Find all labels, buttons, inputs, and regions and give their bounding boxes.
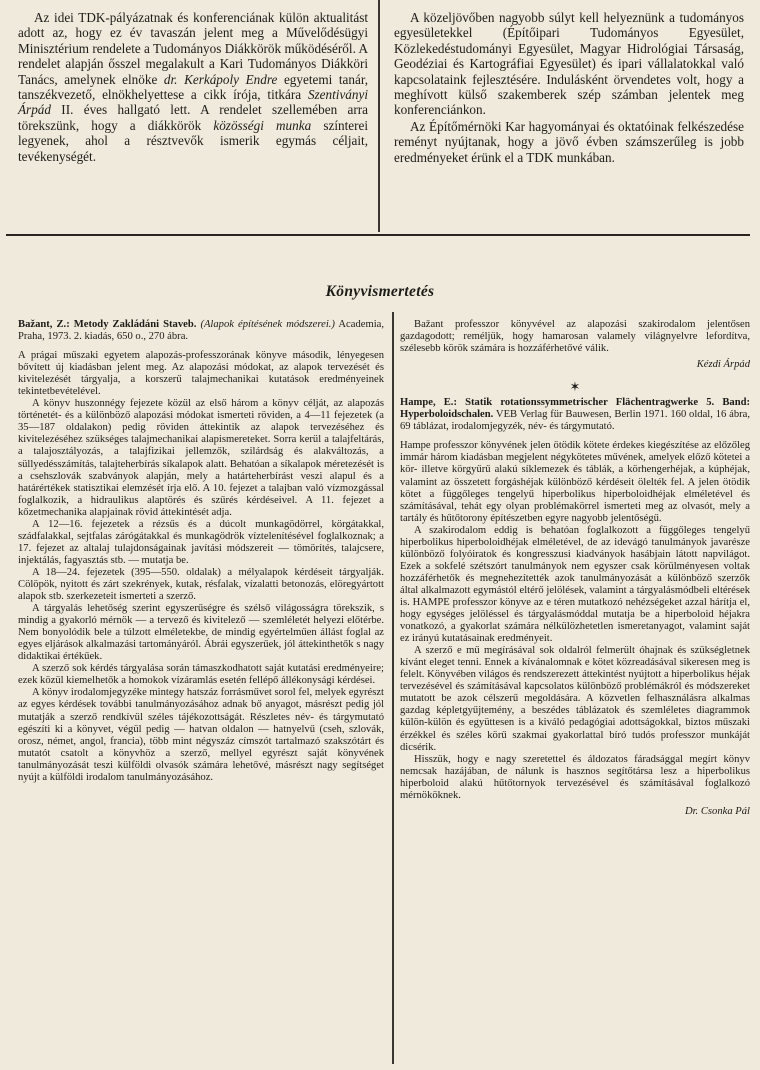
- review-paragraph: A szerző e mű megírásával sok oldalról felmerült óhajnak és szükségletnek kívánt eleget tenni. Ennek a kívánalomnak e kötet közreadásával sikeresen meg is felelt. Könyvében világos és rendszerezett áttekintést nyújtott a hiperbolikus héjak tervezésével és számításával kapcsolatos különböző problémákról és módszereket mutatott be azok célszerű megoldására. A közvetlen felhasználásra alkalmas gazdag képletgyűjtemény, a beszédes táblázatok és szemléletes diagrammok külön-külön és együttesen is a kiváló pedagógiai adottságokkal, biztos műszaki érzékkel és széles körű szakmai gyakorlattal bíró tudós professzor munkáját dicsérik.: [400, 645, 750, 753]
- review-paragraph: A szerző sok kérdés tárgyalása során támaszkodhatott saját kutatási eredményeire; ezek közül kiemelhetők a homokok vízáramlás esetén fellépő állékonysági kérdései.: [18, 663, 384, 687]
- bottom-column-divider: [392, 312, 394, 1064]
- review-right-column: [400, 319, 750, 818]
- bazant-conclusion: Bažant professzor könyvével az alapozási szakirodalom jelentősen gazdagodott; reméljük, hogy hamarosan valamely világnyelvre lefordítva, szélesebb körök számára is hozzáférhetővé válik.: [400, 319, 750, 355]
- review-paragraph: A 12—16. fejezetek a rézsűs és a dúcolt munkagödörrel, körgátakkal, szádfalakkal, sejtfalas zárógátakkal és munkagödrök víztelenítésével foglalkoznak; a 17. fejezet az altalaj tulajdonságainak javítási módszereit — tömörítés, talajcsere, injektálás, fagyasztás stb. — mutatja be.: [18, 518, 384, 566]
- review-paragraph: A tárgyalás lehetőség szerint egyszerűségre és szélső világosságra törekszik, s mindig a gyakorló mérnök — a tervező és kivitelező — szemléletét helyezi előtérbe. Nem bonyolódik bele a túlzott elméletekbe, de mindig egyértelműen állást foglal az egyes eljárások alkalmazási tartományáról. Ábrái egyszerűek, jól áttekinthetők s nagy didaktikai értékűek.: [18, 603, 384, 663]
- review-paragraph: A szakirodalom eddig is behatóan foglalkozott a függőleges tengelyű hiperbolikus hiperboloidhéjak elméletével, de az idevágó tanulmányok javarésze különböző folyóiratok és kongresszusi kiadványok hasábjain látott napvilágot. Ezek a sokfelé szétszórt tanulmányok nem egyszer csak körülményesen voltak hozzáférhetők és megnehezítették azok tanulmányozását a különböző szerzők által alkalmazott egymástól eltérő jelölések, valamint a tárgyalásmódbeli eltérések is. HAMPE professzor könyve az e téren mutatkozó nehézségeket azzal hárítja el, hogy egységes jelöléssel és tárgyalásmóddal mutatja be a hiperboloid héjakra vonatkozó, a gyakorlat számára nélkülözhetetlen ismeretanyagot, valamint saját ez irányú kutatásainak eredményeit.: [400, 524, 750, 645]
- italic-name: dr. Kerkápoly Endre: [163, 71, 278, 87]
- review-paragraph: A 18—24. fejezetek (395—550. oldalak) a mélyalapok kérdéseit tárgyalják. Cölöpök, nyitott és zárt szekrények, kutak, résfalak, vízalatti betonozás, elöregyártott alapok stb. szerkezeteit ismerteti a szerző.: [18, 566, 384, 603]
- star-separator-icon: ✶: [569, 379, 581, 395]
- outlook-paragraph: Az Építőmérnöki Kar hagyományai és oktatóinak felkészedése reményt nyújtanak, hogy a jövő évben számszerűleg is jobb eredményeket érünk el a TDK munkában.: [394, 118, 744, 165]
- tdk-paragraph: Az idei TDK-pályázatnak és konferenciának külön aktualitást adott az, hogy ez év tavaszán jelent meg a Művelődésügyi Minisztérium rendelete a Tudományos Diákkörök működéséről. A rendelet alapján ősszel megalakult a Kari Tudományos Diákköri Tanács, amelynek elnöke dr. Kerkápoly Endre egyetemi tanár, tanszékvezető, elnökhelyettese a cikk írója, titkára Szentiványi Árpád II. éves hallgató lett. A rendelet szellemében arra törekszünk, hogy a diákkörök közösségi munka színterei legyenek, ahol a résztvevők ismerik egymás céljait, tevékenységét.: [18, 10, 368, 164]
- top-column-divider: [378, 0, 380, 232]
- italic-name: közösségi munka: [213, 117, 312, 133]
- review-paragraph: A prágai műszaki egyetem alapozás-professzorának könyve második, lényegesen bővített új kiadásban jelent meg. Az alapozási módokat, az alapok tervezését és kivitelezését tárgyalja, a korszerű talajmechanikai kutatások eredményeinek tekintetbevételével.: [18, 350, 384, 398]
- review-paragraph: Hampe professzor könyvének jelen ötödik kötete érdekes kiegészítése az előzőleg immár három kiadásban megjelent négykötetes művének, amelyek előző kötetei a kör- illetve körgyűrű alakú síklemezek és táblák, a körhengerhéjak, a kúphéjak, valamint az összetett forgáshéjak különböző kérdéseit ölelték fel. A jelen ötödik kötet a függőleges tengelyű hiperbolikus hiperboloidhéjak elméletével és számításával, tehát egy olyan problémakörrel ismerteti meg az olvasót, mely a tartály és hűtőtorony építészetben egyre nagyobb jelentőségű.: [400, 440, 750, 524]
- bazant-ref-subtitle: (Alapok építésének módszerei.): [200, 319, 335, 330]
- association-paragraph: A közeljövőben nagyobb súlyt kell helyeznünk a tudományos egyesületekkel (Építőipari Tudományos Egyesület, Közlekedéstudományi Egyesület, Magyar Hidrológiai Társaság, Geodéziai és Kartográfiai Egyesület) és ipari vállalatokkal való kapcsolataink fejlesztésére. Indulásként örvendetes volt, hogy a meghívott külső szakemberek szép számban jelentek meg konferenciánkon.: [394, 10, 744, 118]
- hampe-ref-title: Hampe, E.: Statik rotationssymmetrischer Flächentragwerke 5. Band: Hyperboloidschalen.: [400, 397, 750, 421]
- section-rule: [6, 234, 750, 236]
- section-title: Könyvismertetés: [325, 283, 435, 300]
- hampe-ref-details: VEB Verlag für Bauwesen, Berlin 1971. 160 oldal, 16 ábra, 69 táblázat, irodalomjegyzék, név- és tárgymutató.: [400, 409, 750, 433]
- review-paragraph: A könyv irodalomjegyzéke mintegy hatszáz forrásművet sorol fel, melyek egyrészt az egyes kérdések további tanulmányozásához adnak bő anyagot, másrészt pedig jól mutatják a szerző rendkívül széles tájékozottságát. Részletes név- és tárgymutató egészíti ki a könyvet, végül pedig — hatvan oldalon — hatnyelvű (cseh, szlovák, orosz, német, angol, francia), több mint négyszáz címszót tartalmazó szakszótárt és mutatót csatolt a könyvhöz a szerző, mellyel egyrészt saját könyvének tanulmányozását teszi külföldi olvasók számára lehetővé, másrészt nagy segítséget nyújt a külföldi irodalom tanulmányozásához.: [18, 687, 384, 783]
- italic-name: Szentiványi Árpád: [18, 87, 368, 118]
- bazant-book-reference: [18, 319, 384, 343]
- bazant-ref-title: Bažant, Z.: Metody Zakládáni Staveb.: [18, 319, 197, 330]
- review-bazant: [18, 319, 384, 784]
- reviewer-signature-csonka: Dr. Csonka Pál: [684, 805, 750, 817]
- reviewer-signature-kezdi: Kézdi Árpád: [696, 359, 750, 371]
- top-left-column: [18, 10, 368, 164]
- review-paragraph: Hisszük, hogy e nagy szeretettel és áldozatos fáradsággal megírt könyv nemcsak hazájában, de nálunk is hasznos segítőtársa lesz a hiperbolikus hiperboloid alakú hűtőtornyok tervezésével és számításával foglalkozó mérnököknek.: [400, 753, 750, 801]
- hampe-book-reference: [400, 397, 750, 433]
- bazant-ref-details: Academia, Praha, 1973. 2. kiadás, 650 o., 270 ábra.: [18, 319, 384, 343]
- top-right-column: [394, 10, 744, 165]
- review-paragraph: A könyv huszonnégy fejezete közül az első három a könyv célját, az alapozás történetét- és a különböző alapozási módokat ismerteti röviden, a 4—11 fejezetek (a 35—187 oldalakon) pedig röviden áttekintik az alapok tervezéséhez és kivitelezéséhez szükséges talajmechanikai alapismereteket. Sorra kerül a talajfeltárás, a talajosztályozás, a talajfizikai jellemzők, szilárdság és alakváltozás, a süllyedésszámítás, talajteherbírás síkalapok alatt. Behatóan a síkalapok méretezését is a csehszlovák szabványok alapján, mely a határteherbírást veszi alapul és a határértékek statisztikai elemzését írja elő. A 10. fejezet a talajban való vízmozgással foglalkozik, a hidraulikus alaptörés és szűrés kérdéseivel. A 11. fejezet a kőzetmechanika alapjainak rövid áttekintését adja.: [18, 398, 384, 518]
